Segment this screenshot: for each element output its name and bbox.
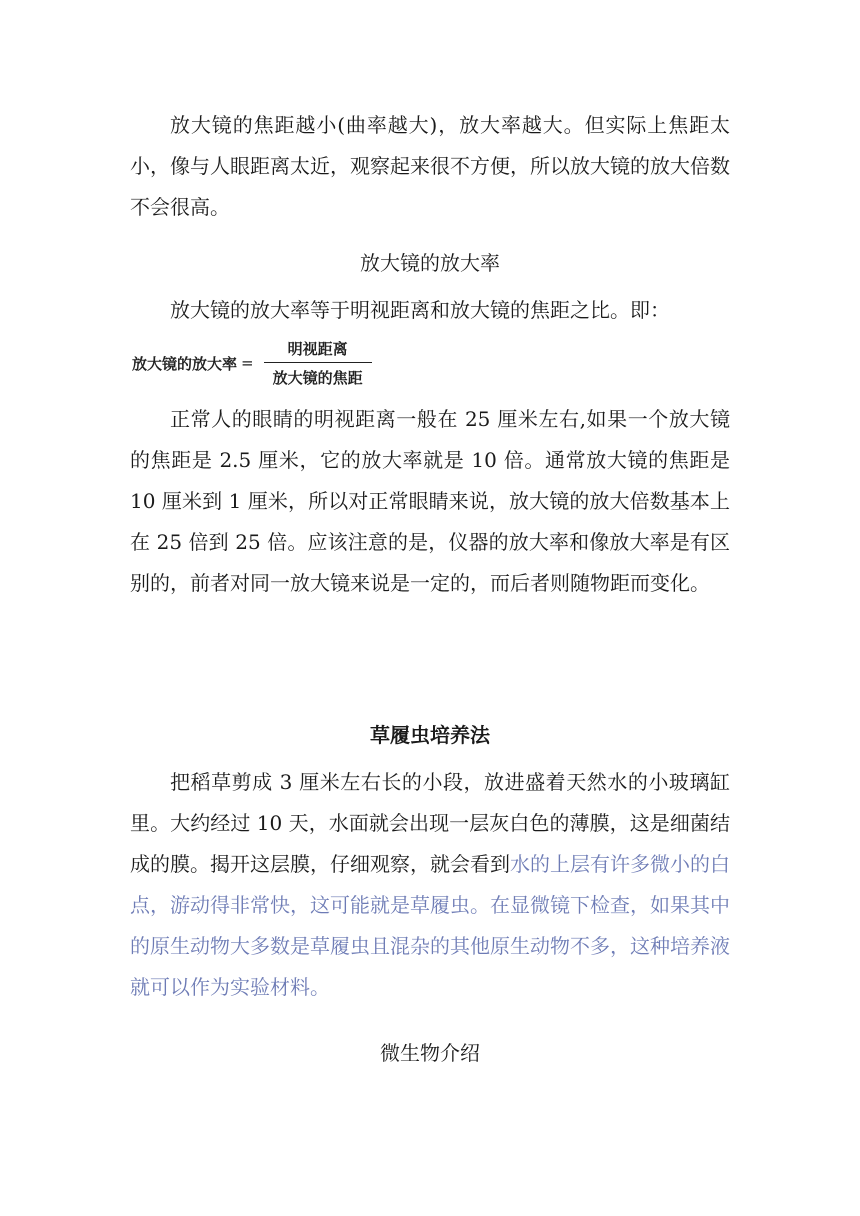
paragraph-paramecium-text: 把稻草剪成 3 厘米左右长的小段，放进盛着天然水的小玻璃缸里。大约经过 10 天，水面就会出现一层灰白色的薄膜，这是细菌结成的膜。揭开这层膜，仔细观察，就会看到 xyxy=(130,770,730,876)
paragraph-magnification-def: 放大镜的放大率等于明视距离和放大镜的焦距之比。即： xyxy=(170,298,670,322)
paragraph-paramecium xyxy=(130,762,730,1008)
formula-numerator: 明视距离 xyxy=(287,340,348,358)
formula-equals: = xyxy=(241,354,254,372)
heading-microbe-intro: 微生物介绍 xyxy=(380,1041,480,1065)
magnification-formula xyxy=(132,336,372,390)
formula-fraction xyxy=(264,338,372,388)
formula-lhs: 放大镜的放大率 xyxy=(132,354,238,373)
formula-denominator: 放大镜的焦距 xyxy=(272,369,363,387)
paragraph-focal-length: 放大镜的焦距越小(曲率越大)，放大率越大。但实际上焦距太小，像与人眼距离太近，观察起来很不方便，所以放大镜的放大倍数不会很高。 xyxy=(130,113,730,219)
heading-magnification: 放大镜的放大率 xyxy=(360,251,500,275)
paragraph-paramecium-highlight: 水的上层有许多微小的白点，游动得非常快，这可能就是草履虫。在显微镜下检查，如果其中的原生动物大多数是草履虫且混杂的其他原生动物不多，这种培养液就可以作为实验材料。 xyxy=(130,852,730,999)
paragraph-normal-eye: 正常人的眼睛的明视距离一般在 25 厘米左右,如果一个放大镜的焦距是 2.5 厘米，它的放大率就是 10 倍。通常放大镜的焦距是 10 厘米到 1 厘米，所以对正常眼睛来说，放大镜的放大倍数基本上在 25 倍到 25 倍。应该注意的是，仪器的放大率和像放大率是有区别的，前者对同一放大镜来说是一定的，而后者则随物距而变化。 xyxy=(130,407,730,595)
heading-paramecium-culture: 草履虫培养法 xyxy=(370,723,490,747)
